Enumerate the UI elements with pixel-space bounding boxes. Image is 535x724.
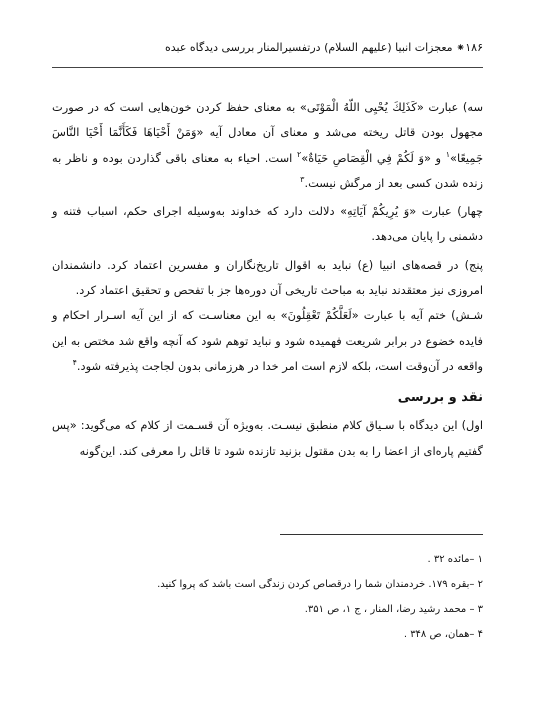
footnote-4: ۴ –همان، ص ۳۴۸ . xyxy=(403,629,483,640)
paragraph-three-text-cont: و «وَ لَكُمْ فِي الْقِصَاصِ حَيَاةٌ» xyxy=(301,150,446,165)
paragraph-three xyxy=(52,95,483,196)
paragraph-four: چهار) عبارت «وَ يُرِيكُمْ آيَاتِهِ» دلالت دارد که خداوند به‌وسیله اجرای حکم، اسباب فتنه و دشمنی را پایان می‌دهد. xyxy=(52,204,483,244)
footnote-ref-4[interactable]: ۴ xyxy=(72,358,77,368)
footnote-divider xyxy=(280,534,483,535)
section-heading: نقد و بررسی xyxy=(397,390,483,406)
footnote-ref-2[interactable]: ۲ xyxy=(296,149,302,159)
paragraph-three-text-end: است. احیاء به معنای باقی گذاردن بوده و ناظر به زنده شدن کسی بعد از مرگش نیست. xyxy=(52,150,483,190)
paragraph-three-text: سه) عبارت «كَذَلِكَ يُحْيِى اللّهُ الْمَوْتَى» به معنای حفظ کردن خون‌هایی است که در صورت مجهول بودن قاتل ریخته می‌شد و معنای آن معادل آیه «وَمَنْ أَحْيَاهَا فَكَأَنَّمَا أَحْيَا النَّاسَ جَمِيعًا» xyxy=(52,100,483,165)
paragraph-six-text: شـش) ختم آیه با عبارت «لَعَلَّكُمْ تَعْقِلُونَ» به این معناسـت که از این آیه اسـرار احکام و فایده خضوع در برابر شریعت فهمیده شود و نباید توهم شود که آنچه واقع شد مختص به این واقعه در آن‌وقت است، بلکه لازم است امر خدا در هرزمانی بدون لجاجت پذیرفته شود. xyxy=(52,308,483,373)
running-title: ۱۸۶⁕ معجزات انبیا (علیهم السلام) درتفسیرالمنار بررسی دیدگاه عبده xyxy=(164,41,483,54)
paragraph-six xyxy=(52,303,483,379)
footnote-ref-3[interactable]: ۳ xyxy=(300,175,305,185)
footnotes xyxy=(52,547,483,647)
header-divider xyxy=(52,67,483,68)
main-text xyxy=(52,95,483,464)
footnote-1: ۱ –مائده ۳۲ . xyxy=(427,554,483,565)
running-header xyxy=(43,40,483,56)
critique-paragraph-one: اول) این دیدگاه با سـیاق کلام منطبق نیسـت. به‌ویژه آن قسـمت از کلام که می‌گوید: «پس گفتیم پاره‌ای از اعضا را به بدن مقتول بزنید تازنده شود تا قاتل را معرفی کند. این‌گونه xyxy=(52,418,483,458)
paragraph-five: پنج) در قصه‌های انبیا (ع) نباید به اقوال تاریخ‌نگاران و مفسرین اعتماد کرد. دانشمندان امروزی نیز معتقدند نباید به مباحث تاریخی آن دوره‌ها جز با تفحص و تحقیق اعتماد کرد. xyxy=(52,257,483,298)
footnote-ref-1[interactable]: ۱ xyxy=(445,149,450,159)
footnote-2: ۲ –بقره ۱۷۹. خردمندان شما را درقصاص کردن زندگی است باشد که پروا کنید. xyxy=(157,579,483,590)
footnote-3: ۳ – محمد رشید رضا، المنار ، ج ۱، ص ۳۵۱. xyxy=(304,604,483,615)
